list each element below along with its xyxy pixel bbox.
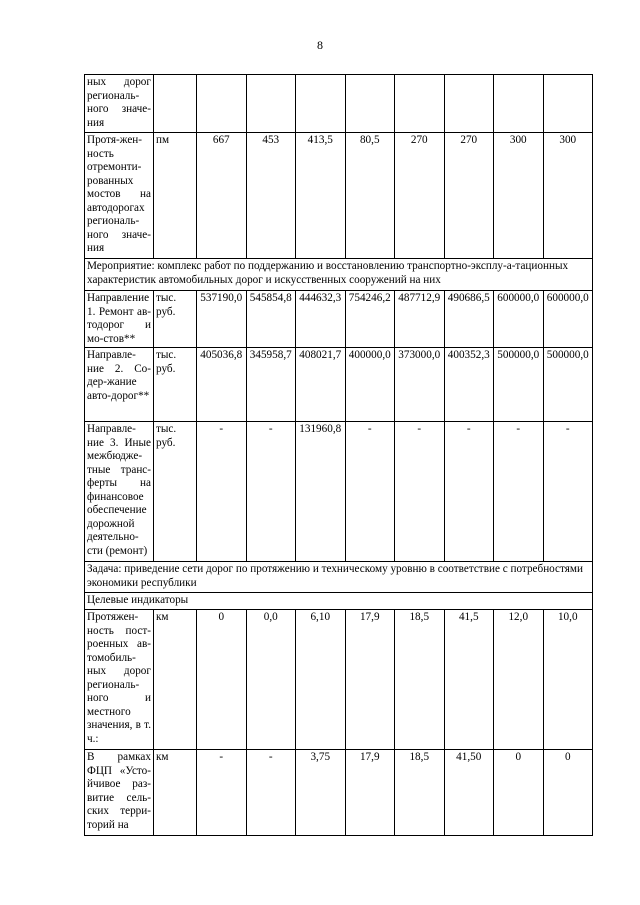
row-name: Направле-ние 2. Со-дер-жание авто-дорог** <box>85 348 154 422</box>
row-value <box>197 75 247 133</box>
row-value: 754246,2 <box>345 291 395 348</box>
row-value: 0 <box>543 750 593 836</box>
row-value: 400352,3 <box>444 348 494 422</box>
row-name: ных дорог региональ-ного значе-ния <box>85 75 154 133</box>
table-row <box>85 291 593 348</box>
row-value: 537190,0 <box>197 291 247 348</box>
row-name: Протя-жен-ность отремонти-рованных мостов на автодорогах региональ-ного значе-ния <box>85 133 154 259</box>
row-value: 0 <box>197 610 247 750</box>
row-value: 444632,3 <box>296 291 346 348</box>
row-unit: км <box>154 750 197 836</box>
row-value: 12,0 <box>494 610 544 750</box>
row-value: - <box>197 750 247 836</box>
row-value: 500000,0 <box>494 348 544 422</box>
table-row <box>85 750 593 836</box>
indicators-table <box>84 74 593 836</box>
row-value: 0 <box>494 750 544 836</box>
row-unit <box>154 75 197 133</box>
row-value: 487712,9 <box>395 291 445 348</box>
row-value: 18,5 <box>395 750 445 836</box>
row-value: 405036,8 <box>197 348 247 422</box>
row-value: 17,9 <box>345 750 395 836</box>
row-value: 500000,0 <box>543 348 593 422</box>
row-unit: тыс. руб. <box>154 422 197 562</box>
row-value: 600000,0 <box>543 291 593 348</box>
table-row <box>85 562 593 593</box>
row-value <box>345 75 395 133</box>
row-value: - <box>246 750 296 836</box>
row-value <box>543 75 593 133</box>
row-unit: км <box>154 610 197 750</box>
row-value: 408021,7 <box>296 348 346 422</box>
row-unit: тыс. руб. <box>154 291 197 348</box>
row-value: - <box>444 422 494 562</box>
row-value: 345958,7 <box>246 348 296 422</box>
row-value: - <box>395 422 445 562</box>
row-value: 545854,8 <box>246 291 296 348</box>
table-row <box>85 422 593 562</box>
row-value <box>296 75 346 133</box>
row-value: - <box>197 422 247 562</box>
row-value: 6,10 <box>296 610 346 750</box>
row-value: 18,5 <box>395 610 445 750</box>
row-value: 453 <box>246 133 296 259</box>
table-row <box>85 75 593 133</box>
row-value: - <box>543 422 593 562</box>
page-number: 8 <box>317 38 323 52</box>
table-row <box>85 593 593 610</box>
row-value: 131960,8 <box>296 422 346 562</box>
row-value <box>444 75 494 133</box>
row-name: Протяжен-ность пост-роенных ав-томобиль-ных дорог региональ-ного и местного значения, в т. ч.: <box>85 610 154 750</box>
row-value: - <box>246 422 296 562</box>
row-value: 41,50 <box>444 750 494 836</box>
row-value: 667 <box>197 133 247 259</box>
table-row <box>85 610 593 750</box>
row-value: 17,9 <box>345 610 395 750</box>
row-value: 10,0 <box>543 610 593 750</box>
row-value: 600000,0 <box>494 291 544 348</box>
row-value: 80,5 <box>345 133 395 259</box>
row-unit: тыс. руб. <box>154 348 197 422</box>
row-value <box>395 75 445 133</box>
row-value: 413,5 <box>296 133 346 259</box>
indicators-heading: Целевые индикаторы <box>85 593 593 610</box>
row-value: 300 <box>543 133 593 259</box>
row-value: 490686,5 <box>444 291 494 348</box>
row-unit: пм <box>154 133 197 259</box>
row-value: 270 <box>444 133 494 259</box>
row-value: 270 <box>395 133 445 259</box>
row-name: Направле-ние 3. Иные межбюдже-тные транс-ферты на финансовое обеспечение дорожной деятельно-сти (ремонт) <box>85 422 154 562</box>
row-name: Направление 1. Ремонт ав-тодорог и мо-стов** <box>85 291 154 348</box>
table-row <box>85 133 593 259</box>
row-value: 373000,0 <box>395 348 445 422</box>
row-value: 3,75 <box>296 750 346 836</box>
row-value: 41,5 <box>444 610 494 750</box>
row-value <box>494 75 544 133</box>
row-value: 300 <box>494 133 544 259</box>
row-value: - <box>494 422 544 562</box>
section-heading: Мероприятие: комплекс работ по поддержанию и восстановлению транспортно-эксплу-а-тационных характеристик автомобильных дорог и искусственных сооружений на них <box>85 259 593 291</box>
row-value: 0,0 <box>246 610 296 750</box>
row-value: - <box>345 422 395 562</box>
row-name: В рамках ФЦП «Усто-йчивое раз-витие сель-ских терри-торий на <box>85 750 154 836</box>
table-row <box>85 259 593 291</box>
row-value: 400000,0 <box>345 348 395 422</box>
task-heading: Задача: приведение сети дорог по протяжению и техническому уровню в соответствие с потребностями экономики республики <box>85 562 593 593</box>
table-row <box>85 348 593 422</box>
row-value <box>246 75 296 133</box>
